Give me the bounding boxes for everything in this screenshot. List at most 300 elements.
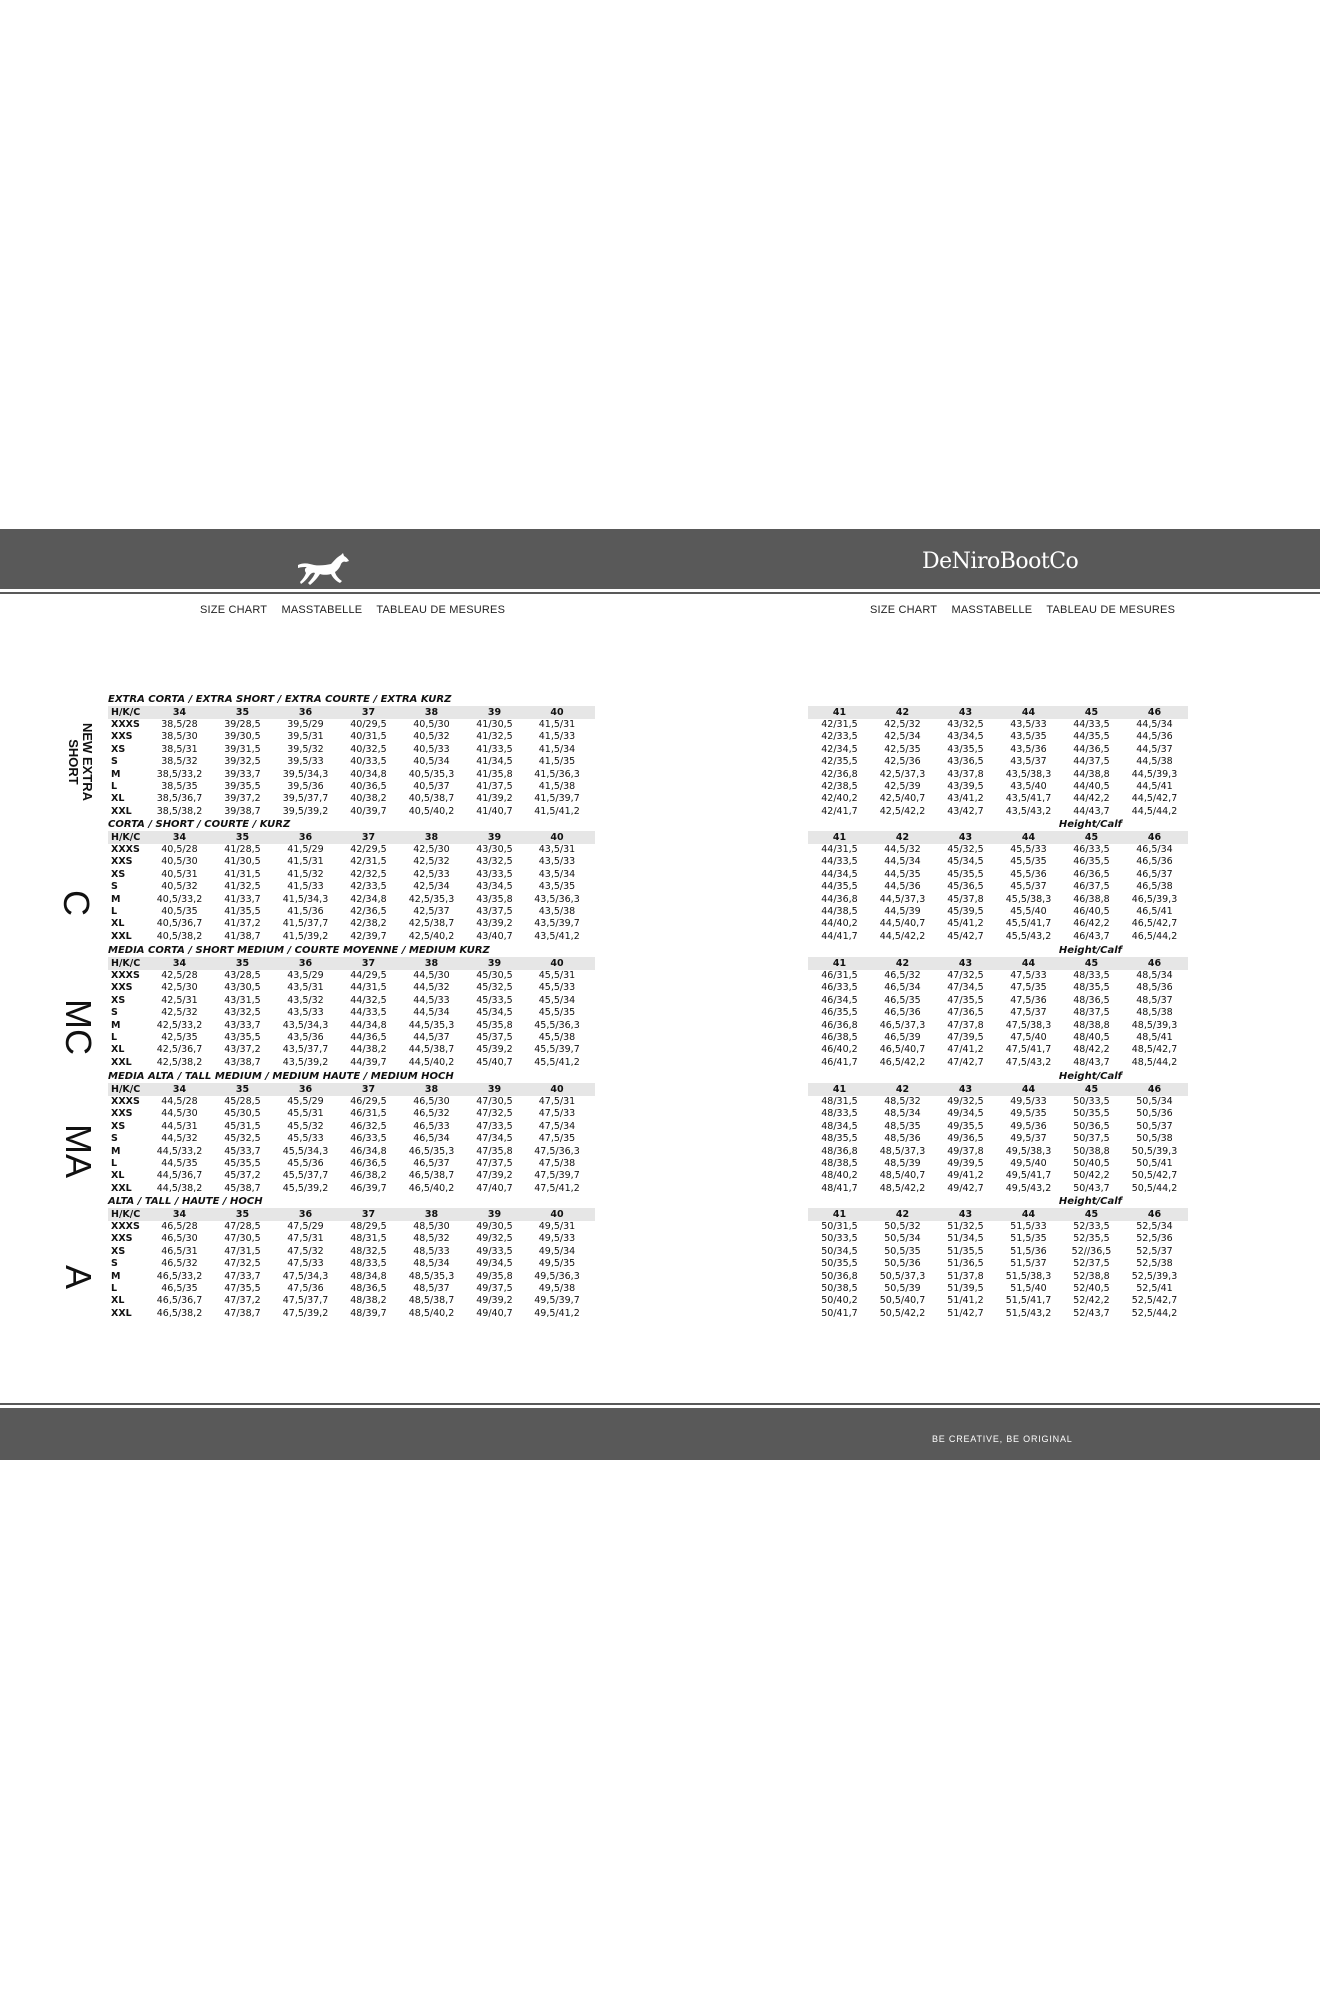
table-cell: 44/37,5 [1073, 756, 1110, 768]
table-cell: 44,5/32 [161, 1133, 198, 1145]
table-cell: 52,5/42,7 [1131, 1295, 1178, 1307]
table-cell: 42/31,5 [821, 719, 858, 730]
header-row [808, 706, 1188, 719]
table-row [808, 1057, 1188, 1069]
table-cell: 43,5/41,7 [1005, 793, 1052, 805]
section-title: CORTA / SHORT / COURTE / KURZ [108, 819, 291, 830]
table-cell: 43,5/35 [538, 881, 576, 893]
table-cell: 43,5/33 [287, 1007, 324, 1019]
table-cell: 40/36,5 [350, 780, 387, 792]
table-cell: 47/42,7 [947, 1056, 984, 1068]
size-label: L [111, 780, 118, 792]
column-header: 40 [550, 958, 564, 969]
table-cell: 48,5/37 [1136, 994, 1173, 1006]
table-cell: 43,5/40 [1010, 780, 1047, 792]
table-row [808, 756, 1188, 768]
section-title: ALTA / TALL / HAUTE / HOCH [108, 1196, 263, 1207]
table-cell: 46/33,5 [350, 1133, 387, 1145]
table-row [808, 918, 1188, 930]
table-cell: 44,5/36 [884, 881, 921, 893]
table-row [108, 769, 595, 781]
table-cell: 49/33,5 [476, 1245, 513, 1257]
table-cell: 46/43,7 [1073, 930, 1110, 942]
table-cell: 38,5/36,7 [156, 793, 203, 805]
size-label: XXXS [111, 970, 140, 981]
table-cell: 45/40,7 [476, 1056, 513, 1068]
table-cell: 48,5/30 [413, 1221, 450, 1232]
table-row [808, 793, 1188, 805]
table-cell: 44,5/33,2 [156, 1145, 203, 1157]
table-cell: 43,5/38,3 [1005, 768, 1052, 780]
table-row [108, 982, 595, 994]
table-cell: 43/39,2 [476, 918, 513, 930]
column-header: 38 [424, 832, 439, 843]
table-cell: 52/42,2 [1073, 1295, 1110, 1307]
size-label: XXL [111, 1307, 132, 1319]
table-cell: 41,5/31 [538, 719, 576, 730]
height-calf-caption: Height/Calf [1058, 1196, 1122, 1207]
table-cell: 47,5/35 [538, 1133, 576, 1145]
table-cell: 41/32,5 [476, 731, 513, 743]
table-cell: 45,5/39,7 [534, 1044, 580, 1056]
table-cell: 43/31,5 [224, 994, 261, 1006]
table-cell: 45,5/31 [287, 1108, 324, 1120]
size-label: M [111, 768, 121, 780]
table-row [808, 1096, 1188, 1108]
table-cell: 40/33,5 [350, 756, 387, 768]
column-header: 38 [424, 1084, 439, 1095]
table-cell: 45,5/37,7 [282, 1170, 329, 1182]
table-cell: 46/31,5 [821, 970, 858, 981]
height-calf-caption: Height/Calf [1058, 1071, 1122, 1082]
table-cell: 45,5/36 [1010, 868, 1047, 880]
table-cell: 47,5/41,7 [1005, 1044, 1052, 1056]
size-label: M [111, 893, 121, 905]
table-cell: 43,5/29 [287, 970, 324, 981]
table-cell: 49,5/40 [1010, 1157, 1047, 1169]
table-row [108, 744, 595, 756]
table-cell: 46,5/38,2 [156, 1307, 203, 1319]
table-cell: 40,5/28 [161, 844, 198, 855]
table-cell: 47/30,5 [224, 1233, 261, 1245]
table-cell: 41/32,5 [224, 881, 261, 893]
side-label-1: NEW EXTRA SHORT [66, 723, 95, 801]
table-cell: 49/32,5 [476, 1233, 513, 1245]
size-table-left [108, 1070, 595, 1195]
table-row [108, 1044, 595, 1056]
column-header: 43 [958, 1209, 973, 1220]
nav-right [870, 604, 1186, 616]
table-cell: 41/39,2 [476, 793, 513, 805]
table-cell: 49/42,7 [947, 1182, 984, 1194]
table-cell: 40,5/37 [413, 780, 450, 792]
table-row [808, 1183, 1188, 1195]
table-cell: 51/39,5 [947, 1282, 984, 1294]
table-row [108, 1183, 595, 1195]
column-header: 44 [1021, 707, 1036, 718]
size-label: XL [111, 1170, 125, 1182]
table-cell: 39,5/33 [287, 756, 324, 768]
table-cell: 48,5/39,3 [1131, 1019, 1178, 1031]
table-row [808, 881, 1188, 893]
table-row [808, 1007, 1188, 1019]
table-cell: 49/37,8 [947, 1145, 984, 1157]
table-cell: 47/35,5 [224, 1282, 261, 1294]
table-cell: 46,5/36,7 [156, 1295, 203, 1307]
size-label: S [111, 756, 118, 768]
table-cell: 46/34,8 [350, 1145, 387, 1157]
table-cell: 44/40,5 [1073, 780, 1110, 792]
size-label: M [111, 1019, 121, 1031]
table-cell: 40/32,5 [350, 743, 387, 755]
table-cell: 51,5/38,3 [1005, 1270, 1052, 1282]
table-cell: 41/35,5 [224, 905, 261, 917]
table-cell: 48/37,5 [1073, 1007, 1110, 1019]
table-cell: 50,5/39 [884, 1282, 921, 1294]
table-cell: 50,5/34 [884, 1233, 921, 1245]
header-row [108, 957, 595, 970]
table-row [808, 1020, 1188, 1032]
table-cell: 50/40,2 [821, 1295, 858, 1307]
table-cell: 43/35,8 [476, 893, 513, 905]
table-cell: 49,5/33 [538, 1233, 576, 1245]
table-cell: 52/33,5 [1073, 1221, 1110, 1232]
table-cell: 46,5/40,7 [879, 1044, 926, 1056]
table-cell: 48,5/36 [1136, 982, 1173, 994]
column-header: 41 [832, 707, 847, 718]
table-cell: 51,5/33 [1010, 1221, 1047, 1232]
table-cell: 43,5/39,7 [534, 918, 580, 930]
table-cell: 43,5/39,2 [282, 1056, 329, 1068]
table-row [808, 806, 1188, 818]
column-header: H/K/C [111, 1209, 141, 1220]
table-cell: 50/35,5 [1073, 1108, 1110, 1120]
table-row [808, 719, 1188, 731]
table-cell: 44/31,5 [821, 844, 858, 855]
table-row [108, 1271, 595, 1283]
size-label: XXS [111, 1233, 133, 1245]
table-row [808, 1032, 1188, 1044]
table-cell: 45/37,5 [476, 1031, 513, 1043]
table-cell: 50/43,7 [1073, 1182, 1110, 1194]
table-cell: 47,5/33 [287, 1258, 324, 1270]
column-header: 41 [832, 1084, 847, 1095]
table-row [108, 1258, 595, 1270]
table-cell: 48,5/35,3 [408, 1270, 455, 1282]
table-cell: 46/35,5 [1073, 856, 1110, 868]
table-cell: 45,5/35 [1010, 856, 1047, 868]
column-header: 42 [895, 1084, 910, 1095]
size-label: XXL [111, 1182, 132, 1194]
table-cell: 47,5/36,3 [534, 1145, 580, 1157]
table-cell: 48/41,7 [821, 1182, 858, 1194]
table-cell: 40,5/32 [413, 731, 450, 743]
table-cell: 38,5/35 [161, 780, 198, 792]
table-cell: 46,5/36 [1136, 856, 1173, 868]
column-header: 40 [550, 1084, 564, 1095]
table-cell: 41/30,5 [476, 719, 513, 730]
table-cell: 45,5/34,3 [282, 1145, 329, 1157]
table-cell: 46,5/42,2 [879, 1056, 926, 1068]
size-label: XL [111, 793, 125, 805]
table-cell: 43/34,5 [947, 731, 984, 743]
table-cell: 50,5/42,2 [879, 1307, 926, 1319]
column-header: 41 [832, 958, 847, 969]
table-cell: 43/37,8 [947, 768, 984, 780]
table-cell: 41,5/36,3 [534, 768, 580, 780]
table-cell: 43,5/37 [1010, 756, 1047, 768]
table-cell: 47,5/39,7 [534, 1170, 580, 1182]
table-cell: 52,5/39,3 [1131, 1270, 1178, 1282]
table-cell: 39,5/31 [287, 731, 324, 743]
table-cell: 51,5/35 [1010, 1233, 1047, 1245]
table-cell: 41,5/34 [538, 743, 576, 755]
table-cell: 50,5/44,2 [1131, 1182, 1178, 1194]
table-row [808, 894, 1188, 906]
table-cell: 50,5/32 [884, 1221, 921, 1232]
size-table-right [808, 693, 1188, 818]
table-row [108, 1233, 595, 1245]
table-cell: 42/38,5 [821, 780, 858, 792]
table-cell: 50,5/42,7 [1131, 1170, 1178, 1182]
table-cell: 45/34,5 [947, 856, 984, 868]
table-cell: 49,5/38 [538, 1282, 576, 1294]
table-cell: 44/34,8 [350, 1019, 387, 1031]
column-header: 45 [1084, 707, 1099, 718]
table-cell: 46,5/38 [1136, 881, 1173, 893]
table-cell: 46,5/44,2 [1131, 930, 1178, 942]
table-cell: 40,5/30 [161, 856, 198, 868]
table-cell: 50/40,5 [1073, 1157, 1110, 1169]
column-header: 37 [361, 958, 376, 969]
column-header: 35 [235, 832, 250, 843]
table-cell: 42,5/34 [413, 881, 450, 893]
table-cell: 45,5/34 [538, 994, 576, 1006]
horse-logo-icon [296, 552, 350, 588]
table-row [808, 1158, 1188, 1170]
table-row [108, 1007, 595, 1019]
table-cell: 45,5/29 [287, 1096, 324, 1107]
table-cell: 45/35,8 [476, 1019, 513, 1031]
table-cell: 50,5/40,7 [879, 1295, 926, 1307]
table-cell: 46/37,5 [1073, 881, 1110, 893]
table-cell: 41/38,7 [224, 930, 261, 942]
table-cell: 51,5/36 [1010, 1245, 1047, 1257]
table-cell: 47/32,5 [224, 1258, 261, 1270]
table-cell: 43/35,5 [947, 743, 984, 755]
table-row [108, 931, 595, 943]
table-cell: 50/35,5 [821, 1258, 858, 1270]
table-cell: 43,5/36,3 [534, 893, 580, 905]
table-cell: 44,5/34 [413, 1007, 450, 1019]
size-label: XXXS [111, 844, 140, 855]
table-cell: 48/42,2 [1073, 1044, 1110, 1056]
table-row [808, 982, 1188, 994]
table-cell: 50/42,2 [1073, 1170, 1110, 1182]
table-cell: 44,5/38 [1136, 756, 1173, 768]
table-cell: 50/37,5 [1073, 1133, 1110, 1145]
table-cell: 46,5/39 [884, 1031, 921, 1043]
table-cell: 48/39,7 [350, 1307, 387, 1319]
table-cell: 46,5/33,2 [156, 1270, 203, 1282]
table-cell: 39/35,5 [224, 780, 261, 792]
table-cell: 46,5/35 [161, 1282, 198, 1294]
table-cell: 40,5/38,2 [156, 930, 203, 942]
table-cell: 47/40,7 [476, 1182, 513, 1194]
table-cell: 49,5/41,7 [1005, 1170, 1052, 1182]
table-cell: 47/32,5 [476, 1108, 513, 1120]
table-cell: 47/37,5 [476, 1157, 513, 1169]
table-cell: 50,5/35 [884, 1245, 921, 1257]
table-cell: 48,5/38 [1136, 1007, 1173, 1019]
table-row [808, 869, 1188, 881]
table-row [808, 1044, 1188, 1056]
table-cell: 45,5/33 [538, 982, 576, 994]
table-cell: 44/39,7 [350, 1056, 387, 1068]
footer-band [0, 1408, 1320, 1460]
size-table-left [108, 818, 595, 943]
table-cell: 41/34,5 [476, 756, 513, 768]
table-cell: 44,5/38,7 [408, 1044, 455, 1056]
table-cell: 45/30,5 [476, 970, 513, 981]
table-cell: 44,5/37 [413, 1031, 450, 1043]
table-cell: 40,5/33 [413, 743, 450, 755]
table-cell: 48,5/38,7 [408, 1295, 455, 1307]
table-cell: 42,5/32 [884, 719, 921, 730]
table-row [808, 1170, 1188, 1182]
table-row [808, 1146, 1188, 1158]
table-cell: 47/35,8 [476, 1145, 513, 1157]
table-cell: 46/38,5 [821, 1031, 858, 1043]
table-cell: 41/40,7 [476, 805, 513, 817]
table-cell: 46,5/40,2 [408, 1182, 455, 1194]
table-cell: 42,5/38,2 [156, 1056, 203, 1068]
side-label-5: A [58, 1264, 99, 1289]
table-cell: 42,5/37,3 [879, 768, 926, 780]
table-cell: 47/38,7 [224, 1307, 261, 1319]
table-cell: 47,5/34,3 [282, 1270, 329, 1282]
table-cell: 43/36,5 [947, 756, 984, 768]
table-row [108, 1121, 595, 1133]
table-cell: 47/30,5 [476, 1096, 513, 1107]
table-cell: 49/36,5 [947, 1133, 984, 1145]
table-cell: 49,5/39,7 [534, 1295, 580, 1307]
table-cell: 41,5/39,7 [534, 793, 580, 805]
table-cell: 48/36,5 [1073, 994, 1110, 1006]
table-row [108, 1020, 595, 1032]
column-header: 37 [361, 832, 376, 843]
size-table-right [808, 944, 1188, 1069]
table-cell: 44/34,5 [821, 868, 858, 880]
table-cell: 50,5/37 [1136, 1120, 1173, 1132]
table-cell: 46,5/28 [161, 1221, 198, 1232]
section-title: EXTRA CORTA / EXTRA SHORT / EXTRA COURTE / EXTRA KURZ [108, 694, 452, 705]
table-cell: 52,5/37 [1136, 1245, 1173, 1257]
column-header: 42 [895, 832, 910, 843]
table-cell: 42,5/33,2 [156, 1019, 203, 1031]
table-cell: 41,5/38 [538, 780, 576, 792]
table-cell: 47/39,5 [947, 1031, 984, 1043]
table-cell: 52//36,5 [1071, 1245, 1112, 1257]
table-cell: 46,5/36 [884, 1007, 921, 1019]
size-table-left [108, 693, 595, 818]
table-cell: 46/36,8 [821, 1019, 858, 1031]
table-cell: 44,5/40,2 [408, 1056, 455, 1068]
side-label-3: MC [58, 999, 99, 1055]
column-header: 36 [298, 958, 313, 969]
table-cell: 45,5/37 [1010, 881, 1047, 893]
table-cell: 43/33,7 [224, 1019, 261, 1031]
table-row [108, 1158, 595, 1170]
table-cell: 42,5/30 [413, 844, 450, 855]
table-cell: 44/40,2 [821, 918, 858, 930]
table-cell: 42,5/33 [413, 868, 450, 880]
table-cell: 51/37,8 [947, 1270, 984, 1282]
table-cell: 40,5/33,2 [156, 893, 203, 905]
footer-rule [0, 1403, 1320, 1405]
table-row [108, 756, 595, 768]
table-cell: 44,5/40,7 [879, 918, 926, 930]
column-header: H/K/C [111, 958, 141, 969]
table-cell: 44/38,5 [821, 905, 858, 917]
table-cell: 44,5/37,3 [879, 893, 926, 905]
table-cell: 50/34,5 [821, 1245, 858, 1257]
table-cell: 51,5/37 [1010, 1258, 1047, 1270]
table-cell: 49,5/33 [1010, 1096, 1047, 1107]
table-cell: 44/33,5 [350, 1007, 387, 1019]
table-cell: 48,5/40,7 [879, 1170, 926, 1182]
table-row [108, 970, 595, 982]
size-label: XXXS [111, 1096, 140, 1107]
table-cell: 44/31,5 [350, 982, 387, 994]
table-cell: 43,5/34,3 [282, 1019, 329, 1031]
table-cell: 42/32,5 [350, 868, 387, 880]
table-row [808, 1258, 1188, 1270]
size-label: XS [111, 994, 126, 1006]
table-cell: 47/35,5 [947, 994, 984, 1006]
table-cell: 48,5/42,2 [879, 1182, 926, 1194]
table-cell: 46,5/34 [413, 1133, 450, 1145]
column-header: 42 [895, 707, 910, 718]
table-cell: 45/31,5 [224, 1120, 261, 1132]
table-cell: 47/34,5 [476, 1133, 513, 1145]
table-cell: 42/36,5 [350, 905, 387, 917]
table-cell: 42,5/30 [161, 982, 198, 994]
height-calf-caption: Height/Calf [1058, 819, 1122, 830]
table-cell: 46,5/30 [413, 1096, 450, 1107]
table-cell: 43,5/43,2 [1005, 805, 1052, 817]
column-header: 41 [832, 832, 847, 843]
height-calf-caption: Height/Calf [1058, 945, 1122, 956]
table-row [108, 1096, 595, 1108]
table-cell: 49/35,5 [947, 1120, 984, 1132]
table-cell: 46,5/32 [884, 970, 921, 981]
table-cell: 48/32,5 [350, 1245, 387, 1257]
footer-tagline: BE CREATIVE, BE ORIGINAL [932, 1434, 1073, 1444]
table-cell: 50/38,5 [821, 1282, 858, 1294]
size-label: S [111, 1258, 118, 1270]
table-cell: 40/38,2 [350, 793, 387, 805]
table-cell: 49/41,2 [947, 1170, 984, 1182]
table-cell: 42/41,7 [821, 805, 858, 817]
table-row [108, 1108, 595, 1120]
table-row [808, 906, 1188, 918]
size-label: XXXS [111, 1221, 140, 1232]
column-header: 40 [550, 1209, 564, 1220]
table-cell: 38,5/33,2 [156, 768, 203, 780]
table-row [808, 1308, 1188, 1320]
table-cell: 46/41,7 [821, 1056, 858, 1068]
